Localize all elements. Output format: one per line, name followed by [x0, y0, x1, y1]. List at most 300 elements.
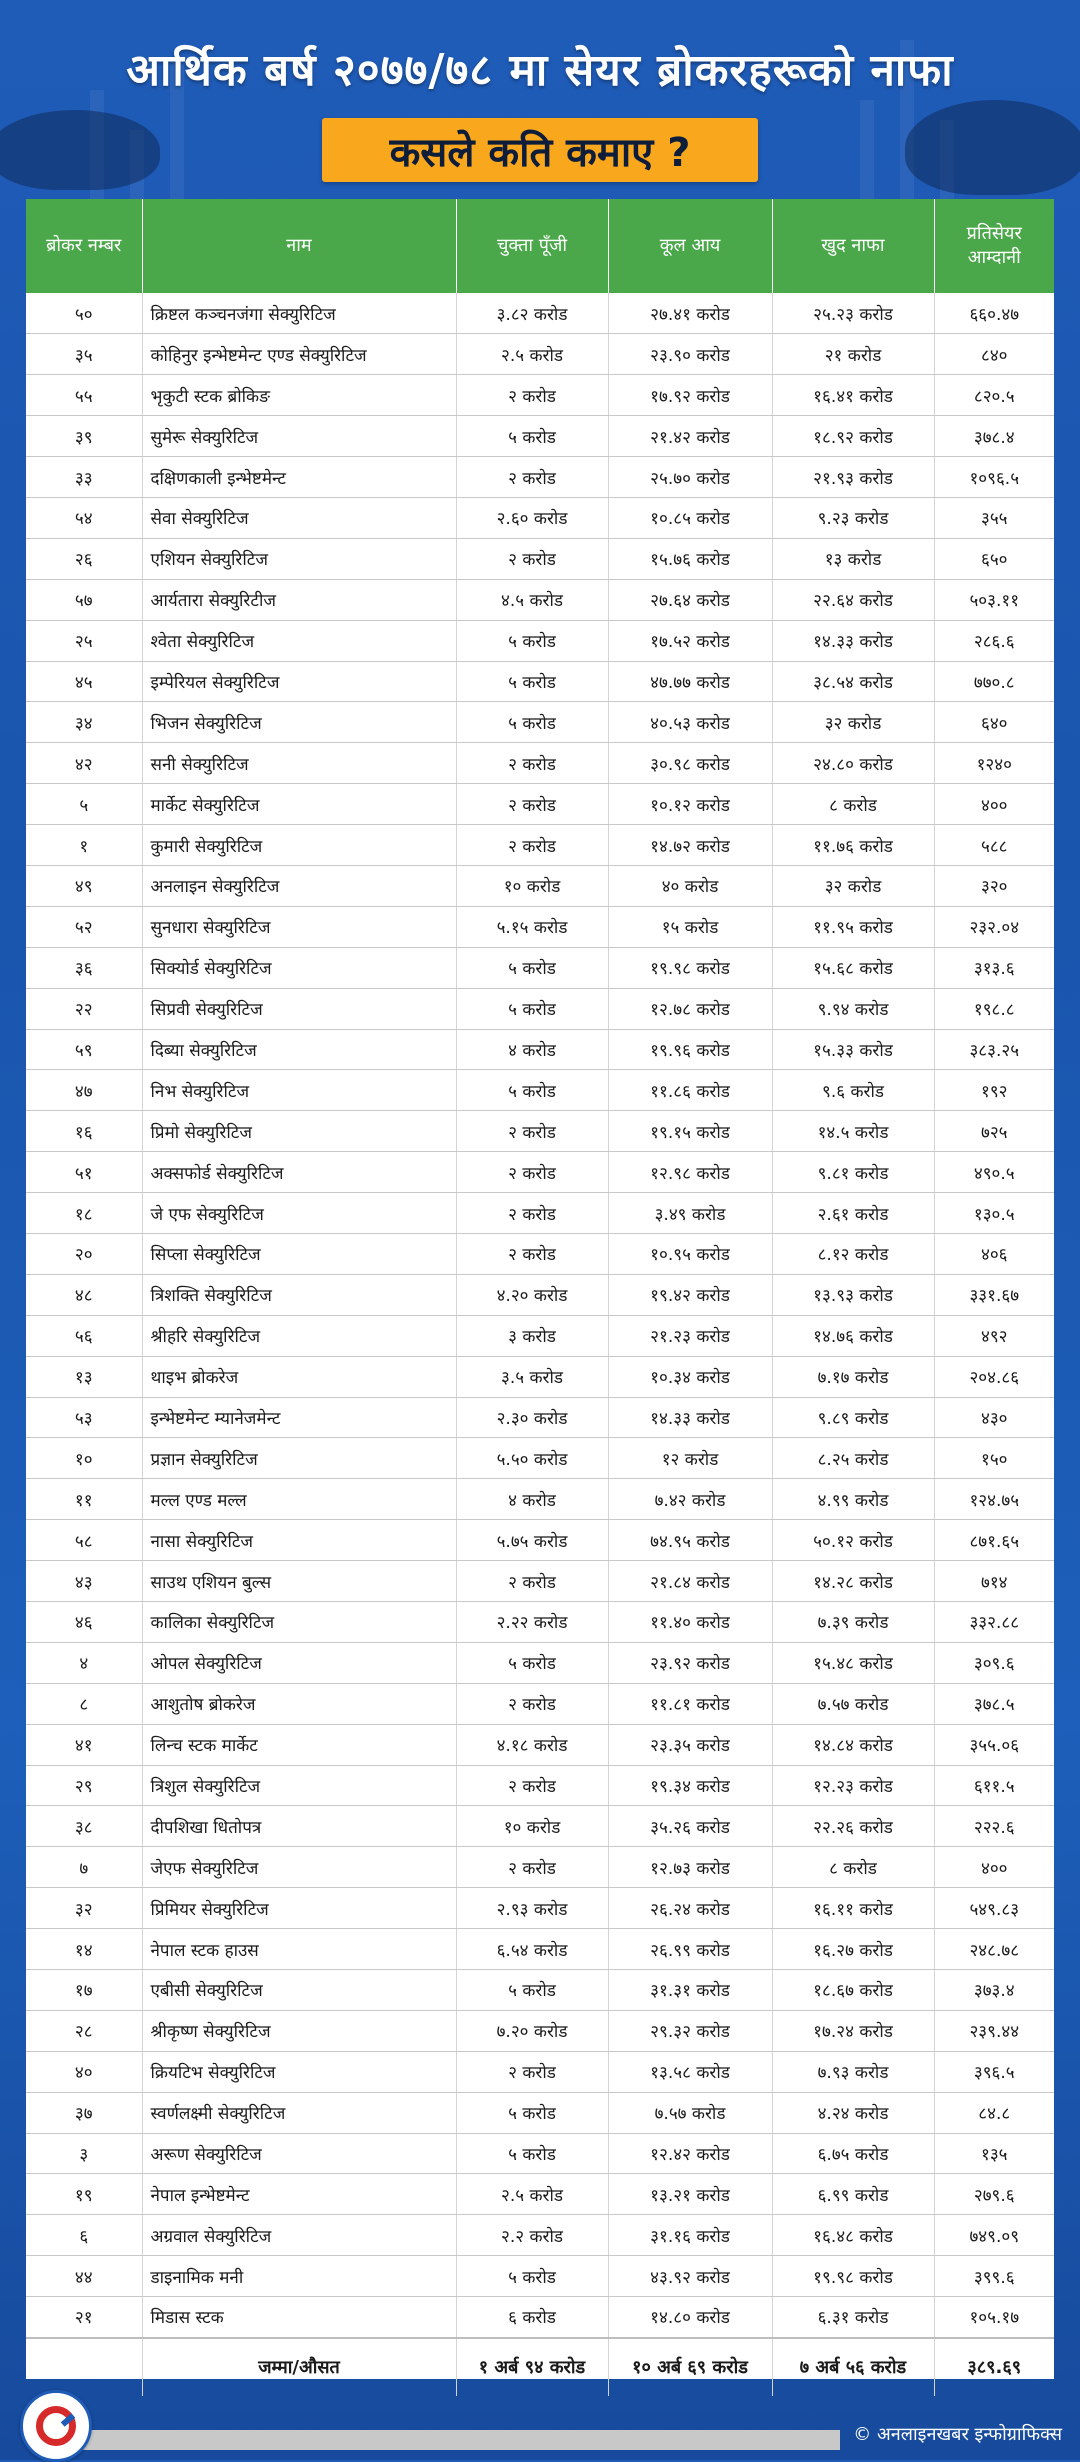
- total-income-cell: २७.४१ करोड: [608, 293, 772, 334]
- broker-name-cell: अनलाइन सेक्युरिटिज: [142, 865, 456, 906]
- broker-number-cell: १: [26, 825, 142, 866]
- table-row: [26, 1029, 1054, 1070]
- table-row: [26, 457, 1054, 498]
- eps-cell: ३७३.४: [934, 1970, 1054, 2011]
- broker-number-cell: ३: [26, 2133, 142, 2174]
- net-profit-cell: ११.९५ करोड: [772, 906, 934, 947]
- table-row: [26, 1724, 1054, 1765]
- total-income-cell: १४.३३ करोड: [608, 1397, 772, 1438]
- broker-name-cell: सेवा सेक्युरिटिज: [142, 497, 456, 538]
- table-row: [26, 1438, 1054, 1479]
- total-income-cell: २३.९० करोड: [608, 334, 772, 375]
- net-profit-cell: २१.९३ करोड: [772, 457, 934, 498]
- eps-cell: ३९९.६: [934, 2256, 1054, 2297]
- broker-number-cell: ३४: [26, 702, 142, 743]
- broker-name-cell: इन्भेष्टमेन्ट म्यानेजमेन्ट: [142, 1397, 456, 1438]
- broker-number-cell: ४९: [26, 865, 142, 906]
- paid-up-capital-cell: २.६० करोड: [456, 497, 608, 538]
- table-row: [26, 784, 1054, 825]
- table-row: [26, 293, 1054, 334]
- total-income-cell: २६.९९ करोड: [608, 1929, 772, 1970]
- total-income-cell: ३१.१६ करोड: [608, 2215, 772, 2256]
- broker-name-cell: भृकुटी स्टक ब्रोकिङ: [142, 375, 456, 416]
- net-profit-cell: ४.२४ करोड: [772, 2092, 934, 2133]
- eps-cell: ८४०: [934, 334, 1054, 375]
- total-income-cell: ३५.२६ करोड: [608, 1806, 772, 1847]
- broker-number-cell: ३९: [26, 416, 142, 457]
- net-profit-cell: ६.३१ करोड: [772, 2297, 934, 2338]
- paid-up-capital-cell: ५.१५ करोड: [456, 906, 608, 947]
- paid-up-capital-cell: २ करोड: [456, 1193, 608, 1234]
- paid-up-capital-cell: ३.८२ करोड: [456, 293, 608, 334]
- table-row: [26, 375, 1054, 416]
- broker-number-cell: ४५: [26, 661, 142, 702]
- net-profit-cell: ३२ करोड: [772, 865, 934, 906]
- broker-name-cell: ओपल सेक्युरिटिज: [142, 1642, 456, 1683]
- paid-up-capital-cell: ५ करोड: [456, 2133, 608, 2174]
- net-profit-cell: १४.५ करोड: [772, 1111, 934, 1152]
- broker-number-cell: २९: [26, 1765, 142, 1806]
- page-title: आर्थिक बर्ष २०७७/७८ मा सेयर ब्रोकरहरूको नाफा: [126, 45, 954, 96]
- net-profit-cell: १४.२८ करोड: [772, 1561, 934, 1602]
- paid-up-capital-cell: ५ करोड: [456, 661, 608, 702]
- broker-number-cell: ४०: [26, 2051, 142, 2092]
- paid-up-capital-cell: २.५ करोड: [456, 2174, 608, 2215]
- net-profit-cell: ९.९४ करोड: [772, 988, 934, 1029]
- broker-number-cell: ७: [26, 1847, 142, 1888]
- total-income: १० अर्ब ६९ करोड: [608, 2338, 772, 2396]
- broker-number-cell: २०: [26, 1233, 142, 1274]
- table-row: [26, 1520, 1054, 1561]
- paid-up-capital-cell: २ करोड: [456, 1683, 608, 1724]
- broker-name-cell: मिडास स्टक: [142, 2297, 456, 2338]
- net-profit-cell: २१ करोड: [772, 334, 934, 375]
- broker-number-cell: १४: [26, 1929, 142, 1970]
- paid-up-capital-cell: २ करोड: [456, 1847, 608, 1888]
- net-profit-cell: १६.४१ करोड: [772, 375, 934, 416]
- broker-name-cell: त्रिशुल सेक्युरिटिज: [142, 1765, 456, 1806]
- paid-up-capital-cell: ६ करोड: [456, 2297, 608, 2338]
- total-income-cell: १०.१२ करोड: [608, 784, 772, 825]
- paid-up-capital-cell: २.२२ करोड: [456, 1602, 608, 1643]
- total-income-cell: ४७.७७ करोड: [608, 661, 772, 702]
- net-profit-cell: ११.७६ करोड: [772, 825, 934, 866]
- broker-number-cell: ५७: [26, 579, 142, 620]
- broker-number-cell: ४१: [26, 1724, 142, 1765]
- broker-number-cell: ४८: [26, 1274, 142, 1315]
- table-row: [26, 825, 1054, 866]
- paid-up-capital-cell: २ करोड: [456, 538, 608, 579]
- paid-up-capital-cell: २.५ करोड: [456, 334, 608, 375]
- paid-up-capital-cell: ५ करोड: [456, 1070, 608, 1111]
- table-row: [26, 2092, 1054, 2133]
- net-profit-cell: १३.९३ करोड: [772, 1274, 934, 1315]
- broker-number-cell: ६: [26, 2215, 142, 2256]
- broker-name-cell: आर्यतारा सेक्युरिटीज: [142, 579, 456, 620]
- eps-cell: १२४.७५: [934, 1479, 1054, 1520]
- eps-cell: ५४९.८३: [934, 1888, 1054, 1929]
- paid-up-capital-cell: १० करोड: [456, 1806, 608, 1847]
- table-row: [26, 1193, 1054, 1234]
- net-profit-cell: १९.९८ करोड: [772, 2256, 934, 2297]
- broker-number-cell: २५: [26, 620, 142, 661]
- eps-cell: २३२.०४: [934, 906, 1054, 947]
- paid-up-capital-cell: ७.२० करोड: [456, 2010, 608, 2051]
- broker-profit-table: [26, 199, 1054, 2379]
- paid-up-capital-cell: २ करोड: [456, 1561, 608, 1602]
- paid-up-capital-cell: २ करोड: [456, 1152, 608, 1193]
- net-profit-cell: १६.११ करोड: [772, 1888, 934, 1929]
- data-table: [26, 199, 1054, 2396]
- total-income-cell: ३.४९ करोड: [608, 1193, 772, 1234]
- paid-up-capital-cell: २.२ करोड: [456, 2215, 608, 2256]
- broker-name-cell: जेएफ सेक्युरिटिज: [142, 1847, 456, 1888]
- eps-cell: ६६०.४७: [934, 293, 1054, 334]
- total-income-cell: ११.८१ करोड: [608, 1683, 772, 1724]
- total-income-cell: १२.७३ करोड: [608, 1847, 772, 1888]
- paid-up-capital-cell: ५ करोड: [456, 988, 608, 1029]
- table-row: [26, 1152, 1054, 1193]
- table-row: [26, 1929, 1054, 1970]
- total-income-cell: ७.४२ करोड: [608, 1479, 772, 1520]
- broker-number-cell: ३७: [26, 2092, 142, 2133]
- broker-name-cell: क्रिष्टल कञ्चनजंगा सेक्युरिटिज: [142, 293, 456, 334]
- broker-number-cell: ३६: [26, 947, 142, 988]
- column-header-broker-number: ब्रोकर नम्बर: [26, 199, 142, 293]
- eps-cell: ७४९.०९: [934, 2215, 1054, 2256]
- net-profit-cell: २२.६४ करोड: [772, 579, 934, 620]
- net-profit-cell: १६.२७ करोड: [772, 1929, 934, 1970]
- table-row: [26, 1561, 1054, 1602]
- paid-up-capital-cell: ५ करोड: [456, 947, 608, 988]
- eps-cell: ८२०.५: [934, 375, 1054, 416]
- table-row: [26, 1356, 1054, 1397]
- average-eps: ३८९.६९: [934, 2338, 1054, 2396]
- broker-name-cell: अग्रवाल सेक्युरिटिज: [142, 2215, 456, 2256]
- eps-cell: १५०: [934, 1438, 1054, 1479]
- net-profit-cell: १४.८४ करोड: [772, 1724, 934, 1765]
- broker-number-cell: ११: [26, 1479, 142, 1520]
- paid-up-capital-cell: २ करोड: [456, 2051, 608, 2092]
- table-row: [26, 1602, 1054, 1643]
- header-row: [26, 199, 1054, 293]
- column-header-net-profit: खुद नाफा: [772, 199, 934, 293]
- table-row: [26, 865, 1054, 906]
- broker-number-cell: ३८: [26, 1806, 142, 1847]
- eps-cell: १२४०: [934, 743, 1054, 784]
- broker-name-cell: एबीसी सेक्युरिटिज: [142, 1970, 456, 2011]
- net-profit-cell: २४.८० करोड: [772, 743, 934, 784]
- total-income-cell: १९.९८ करोड: [608, 947, 772, 988]
- net-profit-cell: १८.६७ करोड: [772, 1970, 934, 2011]
- net-profit-cell: ९.६ करोड: [772, 1070, 934, 1111]
- eps-cell: ६११.५: [934, 1765, 1054, 1806]
- eps-cell: ३१३.६: [934, 947, 1054, 988]
- total-income-cell: १९.३४ करोड: [608, 1765, 772, 1806]
- table-row: [26, 2051, 1054, 2092]
- broker-name-cell: जे एफ सेक्युरिटिज: [142, 1193, 456, 1234]
- total-income-cell: २३.९२ करोड: [608, 1642, 772, 1683]
- onlinekhabar-logo-icon: [20, 2390, 92, 2462]
- broker-name-cell: इम्पेरियल सेक्युरिटिज: [142, 661, 456, 702]
- broker-name-cell: सुनधारा सेक्युरिटिज: [142, 906, 456, 947]
- total-income-cell: १४.७२ करोड: [608, 825, 772, 866]
- table-row: [26, 1765, 1054, 1806]
- net-profit-cell: ५०.१२ करोड: [772, 1520, 934, 1561]
- eps-cell: ३०९.६: [934, 1642, 1054, 1683]
- net-profit-cell: २५.२३ करोड: [772, 293, 934, 334]
- broker-name-cell: प्रिमो सेक्युरिटिज: [142, 1111, 456, 1152]
- broker-name-cell: प्रिमियर सेक्युरिटिज: [142, 1888, 456, 1929]
- paid-up-capital-cell: ४.५ करोड: [456, 579, 608, 620]
- footer: [0, 2380, 1080, 2460]
- broker-number-cell: ४: [26, 1642, 142, 1683]
- total-income-cell: १२.४२ करोड: [608, 2133, 772, 2174]
- broker-name-cell: दिब्या सेक्युरिटिज: [142, 1029, 456, 1070]
- table-row: [26, 743, 1054, 784]
- paid-up-capital-cell: ३ करोड: [456, 1315, 608, 1356]
- broker-name-cell: कोहिनुर इन्भेष्टमेन्ट एण्ड सेक्युरिटिज: [142, 334, 456, 375]
- broker-number-cell: ५३: [26, 1397, 142, 1438]
- table-row: [26, 1847, 1054, 1888]
- net-profit-cell: ७.१७ करोड: [772, 1356, 934, 1397]
- total-income-cell: २९.३२ करोड: [608, 2010, 772, 2051]
- paid-up-capital-cell: ३.५ करोड: [456, 1356, 608, 1397]
- net-profit-cell: ९.२३ करोड: [772, 497, 934, 538]
- eps-cell: ४०६: [934, 1233, 1054, 1274]
- total-income-cell: २५.७० करोड: [608, 457, 772, 498]
- column-header-paid-up-capital: चुक्ता पूँजी: [456, 199, 608, 293]
- paid-up-capital-cell: ६.५४ करोड: [456, 1929, 608, 1970]
- eps-cell: ३७८.४: [934, 416, 1054, 457]
- broker-number-cell: १९: [26, 2174, 142, 2215]
- net-profit-cell: ९.८१ करोड: [772, 1152, 934, 1193]
- paid-up-capital-cell: ५ करोड: [456, 620, 608, 661]
- table-row: [26, 906, 1054, 947]
- broker-number-cell: १०: [26, 1438, 142, 1479]
- paid-up-capital-cell: ४ करोड: [456, 1029, 608, 1070]
- eps-cell: ४००: [934, 784, 1054, 825]
- total-income-cell: ७.५७ करोड: [608, 2092, 772, 2133]
- total-income-cell: १९.९६ करोड: [608, 1029, 772, 1070]
- broker-number-cell: १८: [26, 1193, 142, 1234]
- broker-name-cell: लिन्च स्टक मार्केट: [142, 1724, 456, 1765]
- broker-number-cell: १७: [26, 1970, 142, 2011]
- total-paid-up-capital: १ अर्ब ९४ करोड: [456, 2338, 608, 2396]
- eps-cell: ३७८.५: [934, 1683, 1054, 1724]
- table-row: [26, 497, 1054, 538]
- table-row: [26, 620, 1054, 661]
- broker-name-cell: अक्सफोर्ड सेक्युरिटिज: [142, 1152, 456, 1193]
- eps-cell: १९८.८: [934, 988, 1054, 1029]
- broker-number-cell: ५०: [26, 293, 142, 334]
- broker-name-cell: अरूण सेक्युरिटिज: [142, 2133, 456, 2174]
- net-profit-cell: २२.२६ करोड: [772, 1806, 934, 1847]
- eps-cell: २७९.६: [934, 2174, 1054, 2215]
- net-profit-cell: ३२ करोड: [772, 702, 934, 743]
- net-profit-cell: १७.२४ करोड: [772, 2010, 934, 2051]
- paid-up-capital-cell: २ करोड: [456, 743, 608, 784]
- net-profit-cell: ८ करोड: [772, 1847, 934, 1888]
- table-row: [26, 2256, 1054, 2297]
- table-row: [26, 1970, 1054, 2011]
- paid-up-capital-cell: २.९३ करोड: [456, 1888, 608, 1929]
- paid-up-capital-cell: ५ करोड: [456, 1970, 608, 2011]
- paid-up-capital-cell: ४.२० करोड: [456, 1274, 608, 1315]
- broker-number-cell: ४४: [26, 2256, 142, 2297]
- total-income-cell: ४० करोड: [608, 865, 772, 906]
- eps-cell: १०५.१७: [934, 2297, 1054, 2338]
- total-income-cell: ४०.५३ करोड: [608, 702, 772, 743]
- eps-cell: २२२.६: [934, 1806, 1054, 1847]
- broker-name-cell: आशुतोष ब्रोकरेज: [142, 1683, 456, 1724]
- total-income-cell: १७.५२ करोड: [608, 620, 772, 661]
- total-income-cell: १२.९८ करोड: [608, 1152, 772, 1193]
- total-income-cell: १२ करोड: [608, 1438, 772, 1479]
- broker-name-cell: सिप्ला सेक्युरिटिज: [142, 1233, 456, 1274]
- total-income-cell: १७.९२ करोड: [608, 375, 772, 416]
- total-label: जम्मा/औसत: [142, 2338, 456, 2396]
- table-row: [26, 1070, 1054, 1111]
- broker-name-cell: नेपाल इन्भेष्टमेन्ट: [142, 2174, 456, 2215]
- total-income-cell: २१.४२ करोड: [608, 416, 772, 457]
- paid-up-capital-cell: २ करोड: [456, 825, 608, 866]
- table-row: [26, 2215, 1054, 2256]
- broker-name-cell: कुमारी सेक्युरिटिज: [142, 825, 456, 866]
- broker-name-cell: प्रज्ञान सेक्युरिटिज: [142, 1438, 456, 1479]
- paid-up-capital-cell: २ करोड: [456, 457, 608, 498]
- paid-up-capital-cell: २ करोड: [456, 1233, 608, 1274]
- broker-name-cell: निभ सेक्युरिटिज: [142, 1070, 456, 1111]
- eps-cell: २०४.८६: [934, 1356, 1054, 1397]
- table-row: [26, 1315, 1054, 1356]
- broker-name-cell: क्रियटिभ सेक्युरिटिज: [142, 2051, 456, 2092]
- eps-cell: ६४०: [934, 702, 1054, 743]
- total-income-cell: १०.८५ करोड: [608, 497, 772, 538]
- net-profit-cell: १६.४८ करोड: [772, 2215, 934, 2256]
- net-profit-cell: ८ करोड: [772, 784, 934, 825]
- broker-number-cell: १३: [26, 1356, 142, 1397]
- total-income-cell: १२.७८ करोड: [608, 988, 772, 1029]
- eps-cell: ४९२: [934, 1315, 1054, 1356]
- paid-up-capital-cell: २ करोड: [456, 784, 608, 825]
- table-row: [26, 2297, 1054, 2338]
- eps-cell: ८४.८: [934, 2092, 1054, 2133]
- eps-cell: ३८३.२५: [934, 1029, 1054, 1070]
- table-row: [26, 702, 1054, 743]
- broker-name-cell: सिक्योर्ड सेक्युरिटिज: [142, 947, 456, 988]
- total-income-cell: १३.२१ करोड: [608, 2174, 772, 2215]
- broker-name-cell: श्रीकृष्ण सेक्युरिटिज: [142, 2010, 456, 2051]
- broker-number-cell: २८: [26, 2010, 142, 2051]
- footer-strip: [70, 2430, 840, 2450]
- table-row: [26, 1111, 1054, 1152]
- table-row: [26, 988, 1054, 1029]
- table-row: [26, 334, 1054, 375]
- net-profit-cell: ९.८९ करोड: [772, 1397, 934, 1438]
- broker-number-cell: ३५: [26, 334, 142, 375]
- broker-number-cell: ३२: [26, 1888, 142, 1929]
- net-profit-cell: ६.७५ करोड: [772, 2133, 934, 2174]
- net-profit-cell: ७.३९ करोड: [772, 1602, 934, 1643]
- eps-cell: ३५५.०६: [934, 1724, 1054, 1765]
- credit-text: © अनलाइनखबर इन्फोग्राफिक्स: [853, 2424, 1062, 2445]
- table-row: [26, 1888, 1054, 1929]
- total-income-cell: ७४.९५ करोड: [608, 1520, 772, 1561]
- table-row: [26, 538, 1054, 579]
- total-income-cell: १५ करोड: [608, 906, 772, 947]
- broker-number-cell: ५५: [26, 375, 142, 416]
- table-row: [26, 1642, 1054, 1683]
- total-income-cell: ३१.३१ करोड: [608, 1970, 772, 2011]
- broker-name-cell: त्रिशक्ति सेक्युरिटिज: [142, 1274, 456, 1315]
- eps-cell: २४८.७८: [934, 1929, 1054, 1970]
- eps-cell: १३०.५: [934, 1193, 1054, 1234]
- paid-up-capital-cell: २ करोड: [456, 375, 608, 416]
- broker-number-cell: ५६: [26, 1315, 142, 1356]
- paid-up-capital-cell: २ करोड: [456, 1765, 608, 1806]
- eps-cell: ३३२.८८: [934, 1602, 1054, 1643]
- table-row: [26, 1233, 1054, 1274]
- eps-cell: ३२०: [934, 865, 1054, 906]
- total-income-cell: ११.८६ करोड: [608, 1070, 772, 1111]
- broker-name-cell: श्वेता सेक्युरिटिज: [142, 620, 456, 661]
- total-income-cell: १५.७६ करोड: [608, 538, 772, 579]
- net-profit-cell: ३८.५४ करोड: [772, 661, 934, 702]
- eps-cell: २८६.६: [934, 620, 1054, 661]
- broker-name-cell: सनी सेक्युरिटिज: [142, 743, 456, 784]
- paid-up-capital-cell: ५ करोड: [456, 1642, 608, 1683]
- table-row: [26, 1397, 1054, 1438]
- broker-name-cell: एशियन सेक्युरिटिज: [142, 538, 456, 579]
- paid-up-capital-cell: २.३० करोड: [456, 1397, 608, 1438]
- broker-number-cell: ५८: [26, 1520, 142, 1561]
- total-income-cell: १४.८० करोड: [608, 2297, 772, 2338]
- net-profit-cell: १५.६८ करोड: [772, 947, 934, 988]
- net-profit-cell: २.६१ करोड: [772, 1193, 934, 1234]
- total-income-cell: २७.६४ करोड: [608, 579, 772, 620]
- table-row: [26, 1683, 1054, 1724]
- subtitle-banner: [322, 118, 758, 182]
- total-income-cell: २३.३५ करोड: [608, 1724, 772, 1765]
- broker-number-cell: ४२: [26, 743, 142, 784]
- eps-cell: १३५: [934, 2133, 1054, 2174]
- broker-name-cell: सुमेरू सेक्युरिटिज: [142, 416, 456, 457]
- table-row: [26, 1479, 1054, 1520]
- column-header-total-income: कूल आय: [608, 199, 772, 293]
- net-profit-cell: ७.९३ करोड: [772, 2051, 934, 2092]
- paid-up-capital-cell: २ करोड: [456, 1111, 608, 1152]
- total-income-cell: १९.१५ करोड: [608, 1111, 772, 1152]
- page-subtitle: कसले कति कमाए ?: [389, 129, 691, 176]
- net-profit-cell: १५.४८ करोड: [772, 1642, 934, 1683]
- column-header-name: नाम: [142, 199, 456, 293]
- eps-cell: ४००: [934, 1847, 1054, 1888]
- column-header-eps: प्रतिसेयर आम्दानी: [934, 199, 1054, 293]
- total-income-cell: ११.४० करोड: [608, 1602, 772, 1643]
- total-income-cell: १३.५८ करोड: [608, 2051, 772, 2092]
- broker-number-cell: ५२: [26, 906, 142, 947]
- eps-cell: ७७०.८: [934, 661, 1054, 702]
- total-income-cell: २१.८४ करोड: [608, 1561, 772, 1602]
- total-income-cell: ४३.९२ करोड: [608, 2256, 772, 2297]
- net-profit-cell: १२.२३ करोड: [772, 1765, 934, 1806]
- total-net-profit: ७ अर्ब ५६ करोड: [772, 2338, 934, 2396]
- broker-number-cell: ३३: [26, 457, 142, 498]
- total-income-cell: ३०.९८ करोड: [608, 743, 772, 784]
- broker-name-cell: कालिका सेक्युरिटिज: [142, 1602, 456, 1643]
- table-row: [26, 2133, 1054, 2174]
